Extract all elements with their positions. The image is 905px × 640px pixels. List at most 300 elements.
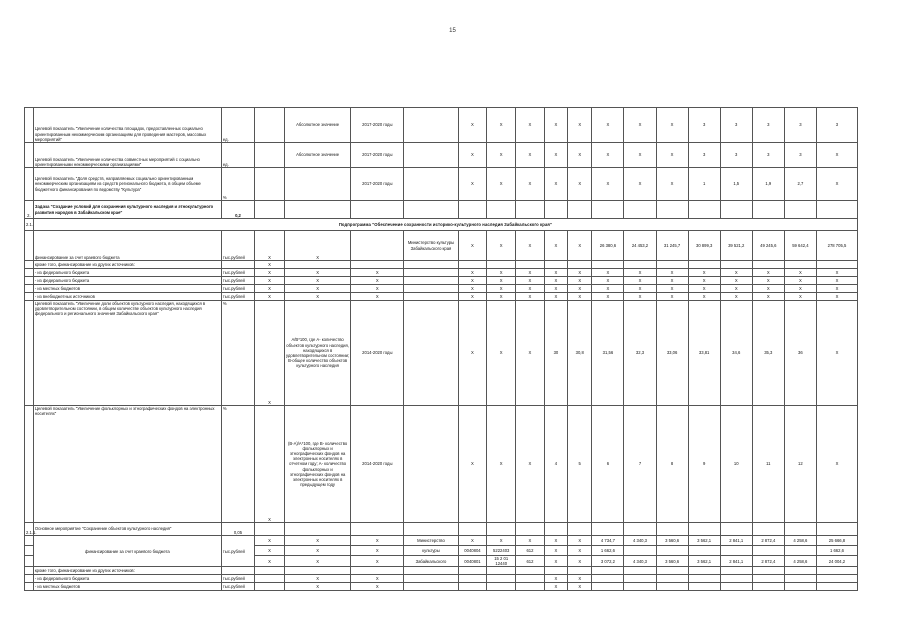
table-cell: 3: [784, 143, 816, 168]
table-cell: 2.: [25, 201, 34, 219]
table-cell: X: [458, 536, 487, 546]
task-text: Задача "Создание условий для сохранения культурного наследия и этнокультурного развития народов в Забайкальском крае": [33, 201, 221, 219]
table-cell: X: [284, 269, 350, 277]
table-cell: [752, 546, 784, 556]
table-cell: X: [487, 406, 516, 523]
table-cell: [752, 523, 784, 536]
table-cell: [592, 201, 624, 219]
table-cell: 2017-2020 годы: [351, 108, 404, 143]
table-cell: 34,6: [720, 301, 752, 406]
table-cell: X: [516, 231, 545, 261]
table-cell: X: [568, 556, 592, 567]
table-cell: X: [255, 231, 285, 261]
table-cell: 1 662,6: [592, 546, 624, 556]
table-row: [25, 583, 858, 591]
table-cell: - из местных бюджетов: [33, 285, 221, 293]
table-cell: X: [487, 168, 516, 201]
table-cell: [25, 406, 34, 523]
table-cell: X: [656, 168, 688, 201]
table-cell: X: [351, 556, 404, 567]
table-cell: [351, 567, 404, 575]
table-cell: X: [255, 556, 285, 567]
table-cell: X: [568, 583, 592, 591]
table-cell: 2017-2020 годы: [351, 143, 404, 168]
table-cell: [752, 261, 784, 269]
table-cell: [592, 567, 624, 575]
goal-text: Целевой показатель "Увеличение количества площадок, предоставленных социально ориентированным некоммерческим организациям для проведения мастеров, массовых мероприятий": [33, 108, 221, 143]
table-cell: 278 705,5: [816, 231, 857, 261]
table-cell: [720, 575, 752, 583]
table-cell: [404, 406, 458, 523]
table-cell: [624, 201, 656, 219]
table-cell: [752, 575, 784, 583]
table-row: [25, 567, 858, 575]
table-cell: [404, 261, 458, 269]
table-cell: 7: [624, 406, 656, 523]
table-cell: X: [351, 536, 404, 546]
table-cell: ед.: [221, 108, 254, 143]
table-cell: X: [284, 575, 350, 583]
table-cell: [25, 293, 34, 301]
table-cell: [624, 523, 656, 536]
table-cell: X: [544, 285, 567, 293]
table-cell: %: [221, 301, 254, 406]
table-cell: 26 380,6: [592, 231, 624, 261]
table-cell: 2.1.1.: [25, 523, 34, 536]
table-cell: [720, 201, 752, 219]
table-cell: X: [752, 285, 784, 293]
table-cell: 3: [720, 143, 752, 168]
table-cell: X: [516, 168, 545, 201]
table-cell: [25, 143, 34, 168]
goal-text: Целевой показатель "Увеличение количества совместных мероприятий с социально ориентированными некоммерческими организациями": [33, 143, 221, 168]
table-cell: [25, 285, 34, 293]
table-cell: X: [592, 293, 624, 301]
table-cell: X: [351, 285, 404, 293]
table-cell: - из местных бюджетов: [33, 583, 221, 591]
table-cell: X: [624, 277, 656, 285]
table-cell: X: [544, 269, 567, 277]
table-cell: 2.1.: [25, 219, 34, 231]
table-cell: 0,05: [221, 523, 254, 536]
table-cell: X: [458, 277, 487, 285]
table-cell: [458, 575, 487, 583]
table-cell: 31 245,7: [656, 231, 688, 261]
table-cell: 3: [752, 108, 784, 143]
table-row: [25, 231, 858, 261]
table-cell: [592, 261, 624, 269]
table-cell: %: [221, 406, 254, 523]
table-cell: [592, 583, 624, 591]
table-cell: 10: [720, 406, 752, 523]
table-cell: X: [351, 277, 404, 285]
table-cell: финансирование за счет краевого бюджета: [33, 536, 221, 567]
table-cell: 3 560,6: [656, 536, 688, 546]
table-cell: 35,3: [752, 301, 784, 406]
table-cell: [624, 583, 656, 591]
table-cell: Министерство культуры Забайкальского края: [404, 231, 458, 261]
table-cell: [592, 523, 624, 536]
table-cell: X: [568, 269, 592, 277]
table-cell: [688, 583, 720, 591]
table-cell: [784, 261, 816, 269]
table-cell: 2 872,4: [752, 536, 784, 546]
table-cell: 1,5: [720, 168, 752, 201]
table-cell: X: [752, 277, 784, 285]
table-cell: [688, 567, 720, 575]
table-cell: 24 004,2: [816, 556, 857, 567]
table-cell: X: [816, 168, 857, 201]
table-cell: 3: [752, 143, 784, 168]
table-cell: X: [284, 277, 350, 285]
table-cell: X: [255, 269, 285, 277]
table-cell: тыс.рублей: [221, 277, 254, 285]
table-cell: [487, 567, 516, 575]
table-cell: 3 560,6: [656, 556, 688, 567]
subprogram-title: Подпрограмма "Обеспечение сохранности историко-культурного наследия Забайкальского края": [33, 219, 857, 231]
table-row: [25, 261, 858, 269]
table-cell: X: [592, 108, 624, 143]
table-cell: [255, 567, 285, 575]
table-cell: 612: [516, 556, 545, 567]
table-row: [25, 168, 858, 201]
table-cell: X: [784, 277, 816, 285]
table-cell: Абсолютное значение: [284, 143, 350, 168]
goal-text: Целевой показатель "Увеличение фольклорных и этнографических фондов на электронных носителях": [33, 406, 221, 523]
table-cell: 2,7: [784, 168, 816, 201]
table-cell: Министерство: [404, 536, 458, 546]
table-cell: X: [816, 301, 857, 406]
table-cell: X: [656, 108, 688, 143]
table-cell: [784, 201, 816, 219]
table-cell: X: [487, 108, 516, 143]
program-table: [24, 107, 858, 591]
table-cell: X: [255, 301, 285, 406]
table-cell: [487, 261, 516, 269]
table-cell: X: [816, 406, 857, 523]
table-cell: X: [284, 231, 350, 261]
table-cell: X: [487, 293, 516, 301]
table-cell: [544, 201, 567, 219]
table-cell: X: [544, 583, 567, 591]
table-cell: X: [720, 269, 752, 277]
table-row: [25, 301, 858, 406]
table-row: [25, 575, 858, 583]
table-cell: X: [752, 269, 784, 277]
table-row: [25, 293, 858, 301]
table-cell: [284, 261, 350, 269]
table-cell: X: [656, 293, 688, 301]
table-cell: [568, 523, 592, 536]
goal-text: Целевой показатель "Увеличение доли объектов культурного наследия, находящихся в удовлетворительном состоянии, в общем количестве объектов культурного наследия федерального и регионального значения Забайкальского края": [33, 301, 221, 406]
table-cell: X: [816, 143, 857, 168]
table-cell: X: [568, 285, 592, 293]
table-cell: 1,9: [752, 168, 784, 201]
table-cell: [404, 293, 458, 301]
table-cell: X: [516, 143, 545, 168]
table-cell: X: [458, 168, 487, 201]
table-cell: [487, 575, 516, 583]
table-cell: [25, 575, 34, 583]
table-cell: ед.: [221, 143, 254, 168]
table-cell: X: [592, 269, 624, 277]
table-cell: X: [544, 168, 567, 201]
table-cell: X: [656, 143, 688, 168]
table-cell: [568, 567, 592, 575]
goal-text: Целевой показатель "Доля средств, направляемых социально ориентированным некоммерческим организациям из средств регионального бюджета, в общем объеме бюджетного финансирования по ведомству "Культура": [33, 168, 221, 201]
table-cell: [568, 261, 592, 269]
table-cell: [656, 261, 688, 269]
table-cell: 2014-2020 годы: [351, 406, 404, 523]
table-cell: X: [544, 546, 567, 556]
table-cell: X: [284, 583, 350, 591]
table-row: [25, 523, 858, 536]
table-cell: 30,8: [568, 301, 592, 406]
table-cell: X: [568, 108, 592, 143]
table-cell: X: [487, 277, 516, 285]
table-cell: X: [516, 277, 545, 285]
table-cell: X: [458, 285, 487, 293]
table-cell: 4 340,3: [624, 536, 656, 546]
table-cell: [516, 583, 545, 591]
table-cell: [404, 523, 458, 536]
table-cell: [404, 269, 458, 277]
table-cell: X: [688, 293, 720, 301]
table-cell: - из федерального бюджета: [33, 575, 221, 583]
table-cell: X: [568, 293, 592, 301]
table-cell: кроме того, финансирование из других источников:: [33, 567, 221, 575]
table-cell: X: [351, 293, 404, 301]
table-cell: культуры: [404, 546, 458, 556]
table-cell: X: [592, 168, 624, 201]
table-cell: X: [624, 269, 656, 277]
table-cell: [720, 567, 752, 575]
table-cell: [25, 546, 34, 556]
table-cell: X: [458, 269, 487, 277]
table-cell: X: [624, 293, 656, 301]
table-cell: [404, 301, 458, 406]
table-cell: 12: [784, 406, 816, 523]
table-cell: 5: [568, 406, 592, 523]
table-cell: X: [784, 293, 816, 301]
table-cell: [624, 546, 656, 556]
table-cell: [752, 583, 784, 591]
table-cell: [255, 168, 285, 201]
table-cell: X: [544, 143, 567, 168]
table-cell: X: [516, 269, 545, 277]
table-cell: тыс.рублей: [221, 285, 254, 293]
table-cell: [784, 546, 816, 556]
table-cell: X: [351, 269, 404, 277]
table-cell: X: [458, 406, 487, 523]
table-cell: [516, 261, 545, 269]
table-cell: X: [568, 231, 592, 261]
table-cell: [656, 546, 688, 556]
table-cell: [458, 583, 487, 591]
table-cell: [784, 575, 816, 583]
table-cell: [720, 261, 752, 269]
table-cell: X: [688, 285, 720, 293]
table-cell: [255, 575, 285, 583]
table-cell: [516, 523, 545, 536]
table-cell: X: [487, 269, 516, 277]
table-cell: X: [688, 277, 720, 285]
table-cell: [25, 301, 34, 406]
table-cell: X: [568, 575, 592, 583]
page-number: 15: [449, 28, 456, 34]
table-cell: X: [544, 231, 567, 261]
table-cell: 1 662,6: [816, 546, 857, 556]
table-cell: X: [592, 277, 624, 285]
table-cell: - из федерального бюджета: [33, 269, 221, 277]
table-cell: [752, 567, 784, 575]
table-cell: тыс.рублей: [221, 575, 254, 583]
table-row: [25, 269, 858, 277]
table-cell: [544, 523, 567, 536]
table-cell: X: [516, 108, 545, 143]
table-cell: [516, 575, 545, 583]
table-cell: X: [487, 231, 516, 261]
table-cell: X: [487, 536, 516, 546]
table-cell: [816, 201, 857, 219]
table-cell: 3: [688, 143, 720, 168]
table-cell: X: [516, 285, 545, 293]
table-cell: 2 841,1: [720, 536, 752, 546]
table-cell: X: [568, 168, 592, 201]
table-cell: [404, 567, 458, 575]
table-cell: [25, 231, 34, 261]
table-row: [25, 201, 858, 219]
table-cell: X: [568, 143, 592, 168]
table-cell: [592, 575, 624, 583]
table-cell: Абсолютное значение: [284, 108, 350, 143]
table-cell: [752, 201, 784, 219]
table-cell: X: [284, 556, 350, 567]
table-cell: X: [656, 269, 688, 277]
table-cell: X: [255, 293, 285, 301]
table-cell: [458, 523, 487, 536]
table-row: [25, 219, 858, 231]
table-cell: X: [544, 536, 567, 546]
table-cell: [784, 583, 816, 591]
table-cell: X: [516, 293, 545, 301]
table-cell: X: [816, 277, 857, 285]
table-cell: 2 872,4: [752, 556, 784, 567]
table-cell: кроме того, финансирование из других источников:: [33, 261, 221, 269]
table-row: [25, 406, 858, 523]
table-cell: 4: [544, 406, 567, 523]
table-cell: тыс.рублей: [221, 583, 254, 591]
table-cell: X: [568, 536, 592, 546]
table-cell: 33,06: [656, 301, 688, 406]
table-cell: X: [284, 293, 350, 301]
table-cell: X: [656, 285, 688, 293]
table-cell: X: [255, 277, 285, 285]
table-cell: X: [624, 285, 656, 293]
table-cell: 8: [656, 406, 688, 523]
table-cell: 30 899,3: [688, 231, 720, 261]
table-cell: X: [487, 143, 516, 168]
table-cell: [25, 261, 34, 269]
table-cell: 31,56: [592, 301, 624, 406]
table-cell: [720, 583, 752, 591]
table-row: [25, 536, 858, 546]
table-cell: [404, 168, 458, 201]
table-cell: X: [544, 293, 567, 301]
table-cell: тыс.рублей: [221, 293, 254, 301]
table-cell: 11: [752, 406, 784, 523]
table-cell: [624, 567, 656, 575]
table-cell: X: [284, 546, 350, 556]
table-cell: Забайкальского: [404, 556, 458, 567]
table-cell: [784, 523, 816, 536]
table-cell: [720, 523, 752, 536]
table-cell: X: [487, 301, 516, 406]
table-cell: [816, 567, 857, 575]
table-cell: [816, 523, 857, 536]
table-cell: [688, 201, 720, 219]
table-cell: 4 258,6: [784, 556, 816, 567]
table-row: [25, 108, 858, 143]
table-cell: 3 562,1: [688, 536, 720, 546]
table-cell: A/B*100, где A- количество объектов культурного наследия, находящихся в удовлетворительном состоянии; B-общее количество объектов культурного наследия: [284, 301, 350, 406]
table-cell: %: [221, 168, 254, 201]
table-cell: (B-A)/A*100, где B- количество фольклорных и этнографических фондов на электронных носителях в отчетном году; A- количество фольклорных и этнографических фондов на электронных носителях в предыдущем году: [284, 406, 350, 523]
table-cell: X: [351, 575, 404, 583]
table-cell: [25, 567, 34, 575]
table-cell: [25, 168, 34, 201]
table-cell: [544, 261, 567, 269]
table-cell: X: [458, 293, 487, 301]
table-cell: X: [720, 277, 752, 285]
table-cell: X: [624, 108, 656, 143]
table-cell: 3: [784, 108, 816, 143]
table-cell: финансирование за счет краевого бюджета: [33, 231, 221, 261]
table-cell: X: [255, 285, 285, 293]
table-cell: [404, 583, 458, 591]
table-cell: [404, 277, 458, 285]
table-cell: 1: [688, 168, 720, 201]
table-cell: [255, 108, 285, 143]
table-cell: [284, 523, 350, 536]
table-cell: X: [816, 293, 857, 301]
table-cell: X: [656, 277, 688, 285]
table-cell: [404, 285, 458, 293]
table-cell: X: [458, 108, 487, 143]
table-cell: X: [544, 575, 567, 583]
table-cell: X: [816, 269, 857, 277]
event-text: Основное мероприятие "Сохранение объектов культурного наследия": [33, 523, 221, 536]
table-cell: [720, 546, 752, 556]
table-cell: [255, 201, 285, 219]
table-cell: [351, 201, 404, 219]
table-cell: X: [592, 143, 624, 168]
table-cell: X: [284, 285, 350, 293]
table-cell: [458, 567, 487, 575]
table-cell: 3: [688, 108, 720, 143]
table-cell: тыс.рублей: [221, 231, 254, 261]
table-cell: - из внебюджетных источников: [33, 293, 221, 301]
table-cell: 59 642,4: [784, 231, 816, 261]
table-cell: [404, 143, 458, 168]
table-cell: [656, 201, 688, 219]
table-cell: [458, 201, 487, 219]
table-cell: X: [458, 301, 487, 406]
table-cell: [816, 583, 857, 591]
table-cell: [25, 277, 34, 285]
table-cell: [255, 143, 285, 168]
table-cell: X: [568, 277, 592, 285]
